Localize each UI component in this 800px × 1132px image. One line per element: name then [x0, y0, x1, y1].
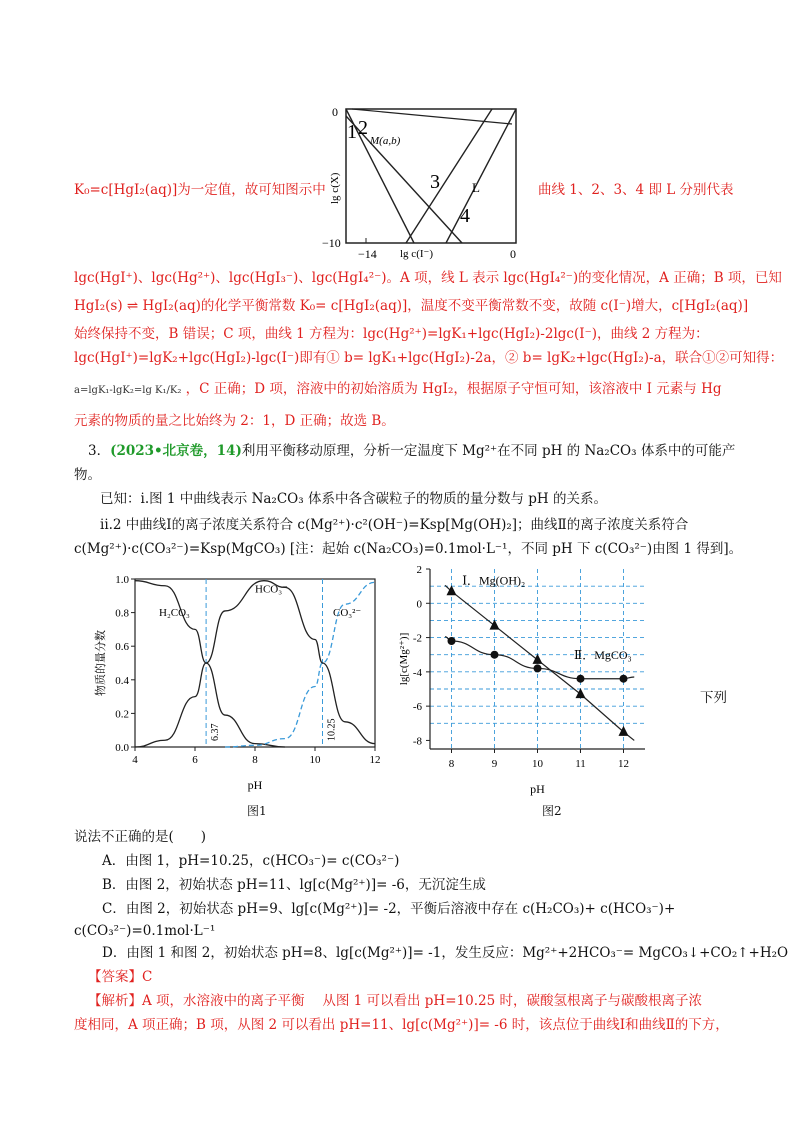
chart-2-x-tick-label: 11	[575, 758, 586, 770]
chart-2-series-2-point	[448, 637, 456, 645]
option-d: D．由图 1 和图 2，初始状态 pH=8、lg[c(Mg²⁺)]= -1，发生反应：Mg²⁺+2HCO₃⁻= MgCO₃↓+CO₂↑+H₂O	[102, 945, 789, 961]
fig-top-curve-2: 2	[358, 117, 368, 139]
fig-top-curve-3: 3	[430, 171, 440, 193]
chart-1-x-tick-label: 8	[252, 754, 258, 766]
fig-top-x-label: lg c(I⁻)	[400, 248, 433, 260]
fig-top-y-top: 0	[332, 105, 338, 119]
fig-top-y-bottom: −10	[322, 236, 341, 250]
question-tail: 说法不正确的是( )	[74, 829, 207, 845]
question-source: (2023•北京卷，14)	[110, 443, 242, 459]
chart-2-x-tick-label: 12	[618, 758, 629, 770]
explain-label: 【解析】	[88, 993, 142, 1009]
analysis-end: 元素的物质的量之比始终为 2：1，D 正确；故选 B。	[74, 413, 395, 429]
chart-2-series-2-label: Ⅱ．MgCO₃	[574, 648, 632, 662]
known-3: c(Mg²⁺)·c(CO₃²⁻)=Ksp(MgCO₃) [注：起始 c(Na₂CO₃)=0.1mol·L⁻¹，不同 pH 下 c(CO₃²⁻)由图 1 得到]。	[74, 541, 743, 557]
chart-2-series-2-point	[577, 675, 585, 683]
chart-2-ylabel: lg[c(Mg²⁺)]	[398, 632, 410, 686]
chart-2-caption: 图2	[542, 804, 562, 818]
analysis-formula-line	[74, 380, 750, 400]
question-number: 3．	[88, 443, 111, 459]
chart-1-series-line	[135, 581, 375, 747]
chart-1-series-label: HCO₃⁻	[255, 583, 288, 596]
chart-1-y-tick-label: 0.6	[115, 641, 129, 654]
chart-1-x-tick-label: 10	[309, 754, 321, 766]
chart-2-series-1-point	[490, 620, 500, 630]
fig-top-y-label: lg c(X)	[329, 172, 341, 204]
explain-line-1	[88, 992, 750, 1010]
chart-2-y-tick-label: 2	[416, 564, 422, 576]
explain-text-1: A 项，水溶液中的离子平衡 从图 1 可以看出 pH=10.25 时，碳酸氢根离子与碳酸根离子浓	[142, 993, 702, 1009]
chart-2-series-1-label: Ⅰ．Mg(OH)₂	[462, 573, 526, 588]
analysis-line-3: 始终保持不变，B 错误；C 项，曲线 1 方程为：lgc(Hg²⁺)=lgK₁+lgc(HgI₂)-2lgc(I⁻)，曲线 2 方程为：	[74, 326, 709, 342]
chart-2-series-2-point	[534, 664, 542, 672]
formula-rest: ，C 正确；D 项，溶液中的初始溶质为 HgI₂，根据原子守恒可知，该溶液中 I 元素与 Hg	[185, 381, 722, 397]
chart-2-y-tick-label: 0	[416, 598, 422, 611]
chart-1-xlabel: pH	[247, 778, 263, 792]
chart-1-series-line	[135, 581, 285, 747]
intro-left-text: K₀=c[HgI₂(aq)]为一定值，故可知图示中	[74, 182, 326, 198]
chart-1-frame	[135, 579, 375, 747]
option-a: A．由图 1，pH=10.25，c(HCO₃⁻)= c(CO₃²⁻)	[102, 853, 400, 869]
known-2: ii.2 中曲线Ⅰ的离子浓度关系符合 c(Mg²⁺)·c²(OH⁻)=Ksp[Mg(OH)₂]；曲线Ⅱ的离子浓度关系符合	[100, 517, 689, 533]
chart-2-xlabel: pH	[530, 782, 545, 796]
chart-1	[90, 566, 390, 798]
chart-2-series-1-point	[619, 726, 629, 736]
chart-2	[395, 562, 665, 798]
chart-2-series-1-point	[447, 585, 457, 595]
analysis-line-4: lgc(HgI⁺)=lgK₂+lgc(HgI₂)-lgc(I⁻)即有① b= lgK₁+lgc(HgI₂)-2a，② b= lgK₂+lgc(HgI₂)-a，联合①②可知得：	[74, 350, 784, 366]
chart-1-vline-label: 10.25	[326, 718, 338, 741]
side-text: 下列	[700, 690, 727, 706]
chart-1-x-tick-label: 12	[369, 754, 381, 766]
chart-1-y-tick-label: 0.8	[115, 607, 129, 620]
chart-1-y-tick-label: 1.0	[115, 574, 129, 586]
chart-2-x-tick-label: 10	[532, 758, 543, 770]
chart-2-y-tick-label: -2	[412, 632, 422, 645]
chart-2-y-tick-label: -6	[412, 701, 422, 714]
option-c-cont: c(CO₃²⁻)=0.1mol·L⁻¹	[74, 923, 216, 939]
analysis-line-2: HgI₂(s) ⇌ HgI₂(aq)的化学平衡常数 K₀= c[HgI₂(aq)]，温度不变平衡常数不变，故随 c(I⁻)增大，c[HgI₂(aq)]	[74, 298, 749, 314]
chart-1-caption: 图1	[247, 804, 267, 818]
figure-hg-iodide	[322, 104, 522, 260]
chart-2-series-2-point	[620, 675, 628, 683]
chart-1-x-tick-label: 6	[192, 754, 198, 766]
question-stem-2: 物。	[74, 467, 101, 483]
answer-label: 【答案】	[88, 969, 142, 985]
fig-top-curve-4: 4	[460, 205, 470, 227]
question-stem-1: 利用平衡移动原理，分析一定温度下 Mg²⁺在不同 pH 的 Na₂CO₃ 体系中的可能产	[241, 443, 736, 459]
chart-2-x-tick-label: 8	[448, 758, 455, 770]
fig-top-point-M: M(a,b)	[370, 135, 401, 147]
option-c: C．由图 2，初始状态 pH=9、lg[c(Mg²⁺)]= -2，平衡后溶液中存在 c(H₂CO₃)+ c(HCO₃⁻)+	[102, 901, 676, 917]
chart-2-y-tick-label: -8	[412, 735, 422, 748]
chart-2-series-1-point	[533, 654, 543, 664]
chart-1-ylabel: 物质的量分数	[95, 630, 107, 696]
chart-2-series-1-point	[576, 688, 586, 698]
fig-top-x-right: 0	[510, 247, 516, 260]
chart-2-y-tick-label: -4	[412, 666, 422, 679]
chart-2-series-2-point	[491, 651, 499, 659]
chart-1-y-tick-label: 0.4	[115, 674, 129, 687]
analysis-line-1: lgc(HgI⁺)、lgc(Hg²⁺)、lgc(HgI₃⁻)、lgc(HgI₄²⁻)。A 项，线 L 表示 lgc(HgI₄²⁻)的变化情况，A 正确；B 项，已知	[74, 270, 782, 286]
fig-top-x-left: −14	[358, 247, 377, 260]
fig-top-curve-L: L	[472, 180, 480, 195]
formula-a-lgk: a=lgK₁-lgK₂=lg K₁/K₂	[74, 385, 182, 396]
fig-top-curve-1: 1	[347, 121, 357, 143]
chart-1-series-label: H₂CO₃	[159, 606, 190, 619]
question-stem	[88, 442, 750, 460]
chart-1-y-tick-label: 0.2	[115, 708, 129, 721]
chart-1-x-tick-label: 4	[132, 754, 138, 766]
answer-line	[88, 968, 750, 986]
known-1: 已知：i.图 1 中曲线表示 Na₂CO₃ 体系中各含碳粒子的物质的量分数与 pH 的关系。	[100, 491, 607, 507]
option-b: B．由图 2，初始状态 pH=11、lg[c(Mg²⁺)]= -6，无沉淀生成	[102, 877, 486, 893]
chart-1-y-tick-label: 0.0	[115, 742, 129, 754]
chart-2-x-tick-label: 9	[491, 758, 498, 770]
intro-right-text: 曲线 1、2、3、4 即 L 分别代表	[538, 182, 734, 198]
answer-value: C	[142, 969, 153, 985]
chart-1-vline-label: 6.37	[210, 723, 222, 741]
explain-line-2: 度相同，A 项正确；B 项，从图 2 可以看出 pH=11、lg[c(Mg²⁺)]= -6 时，该点位于曲线Ⅰ和曲线Ⅱ的下方，	[74, 1017, 729, 1033]
chart-1-series-label: CO₃²⁻	[333, 606, 362, 619]
